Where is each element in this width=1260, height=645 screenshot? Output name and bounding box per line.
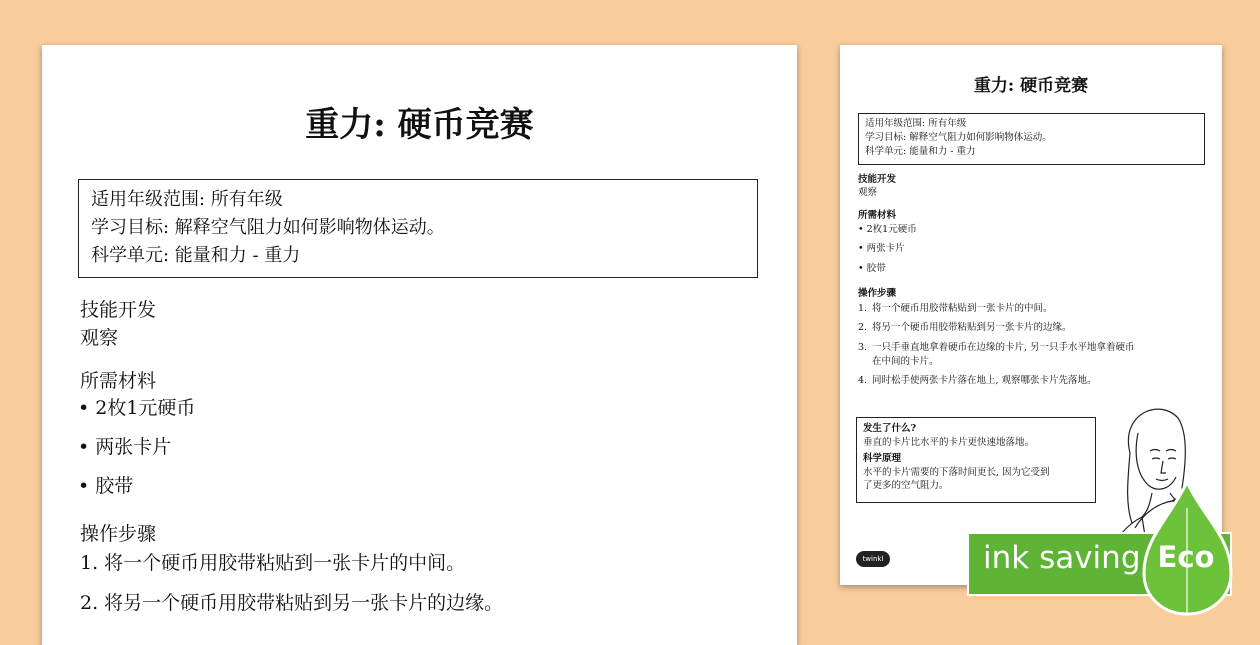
step-item [858, 321, 1203, 335]
science-text-continued: 了更多的空气阻力。 [863, 480, 949, 491]
skills-value: 观察 [858, 187, 878, 198]
step-item [858, 341, 1203, 369]
what-heading: 发生了什么? [863, 423, 917, 434]
what-text: 垂直的卡片比水平的卡片更快速地落地。 [863, 436, 1035, 448]
step-item [858, 374, 1203, 388]
info-box [78, 179, 758, 278]
science-heading: 科学原理 [863, 453, 902, 464]
step-number: 1. [858, 303, 868, 314]
step-item [858, 302, 1203, 316]
material-item: • 胶带 [858, 263, 886, 274]
skills-value: 观察 [80, 327, 119, 349]
step-item: 2. 将另一个硬币用胶带粘贴到另一张卡片的边缘。 [80, 592, 504, 614]
worksheet-page-large [42, 45, 797, 645]
skills-heading: 技能开发 [858, 174, 897, 185]
result-box [856, 417, 1096, 503]
info-grade: 适用年级范围: 所有年级 [91, 189, 283, 210]
info-objective: 学习目标: 解释空气阻力如何影响物体运动。 [865, 132, 1052, 143]
ink-saving-label: ink saving [983, 540, 1141, 576]
eco-label: Eco [1157, 540, 1215, 574]
step-number: 3. [858, 342, 868, 353]
step-item: 1. 将一个硬币用胶带粘贴到一张卡片的中间。 [80, 552, 466, 574]
steps-heading: 操作步骤 [858, 288, 897, 299]
materials-heading: 所需材料 [80, 370, 157, 392]
skills-heading: 技能开发 [80, 299, 157, 321]
twinkl-logo: twinkl [856, 551, 890, 567]
material-item: • 两张卡片 [78, 436, 172, 458]
step-text-continued: 在中间的卡片。 [872, 356, 939, 367]
material-item: • 2枚1元硬币 [858, 224, 917, 235]
science-text: 水平的卡片需要的下落时间更长, 因为它受到 [863, 466, 1050, 478]
info-box [858, 113, 1205, 165]
page-title: 重力: 硬币竞赛 [973, 76, 1089, 96]
steps-heading: 操作步骤 [80, 523, 157, 545]
info-objective: 学习目标: 解释空气阻力如何影响物体运动。 [91, 217, 445, 238]
step-text: 将一个硬币用胶带粘贴到一张卡片的中间。 [872, 303, 1053, 314]
page-title: 重力: 硬币竞赛 [305, 105, 534, 145]
material-item: • 2枚1元硬币 [78, 397, 196, 419]
step-text: 一只手垂直地拿着硬币在边缘的卡片, 另一只手水平地拿着硬币 [872, 342, 1135, 353]
step-number: 2. [858, 322, 868, 333]
step-number: 4. [858, 375, 868, 386]
info-unit: 科学单元: 能量和力 - 重力 [865, 146, 976, 157]
material-item: • 两张卡片 [858, 243, 905, 254]
materials-heading: 所需材料 [858, 210, 897, 221]
material-item: • 胶带 [78, 475, 134, 497]
info-grade: 适用年级范围: 所有年级 [865, 118, 967, 129]
info-unit: 科学单元: 能量和力 - 重力 [91, 245, 301, 266]
step-text: 同时松手使两张卡片落在地上, 观察哪张卡片先落地。 [872, 375, 1097, 386]
step-text: 将另一个硬币用胶带粘贴到另一张卡片的边缘。 [872, 322, 1072, 333]
